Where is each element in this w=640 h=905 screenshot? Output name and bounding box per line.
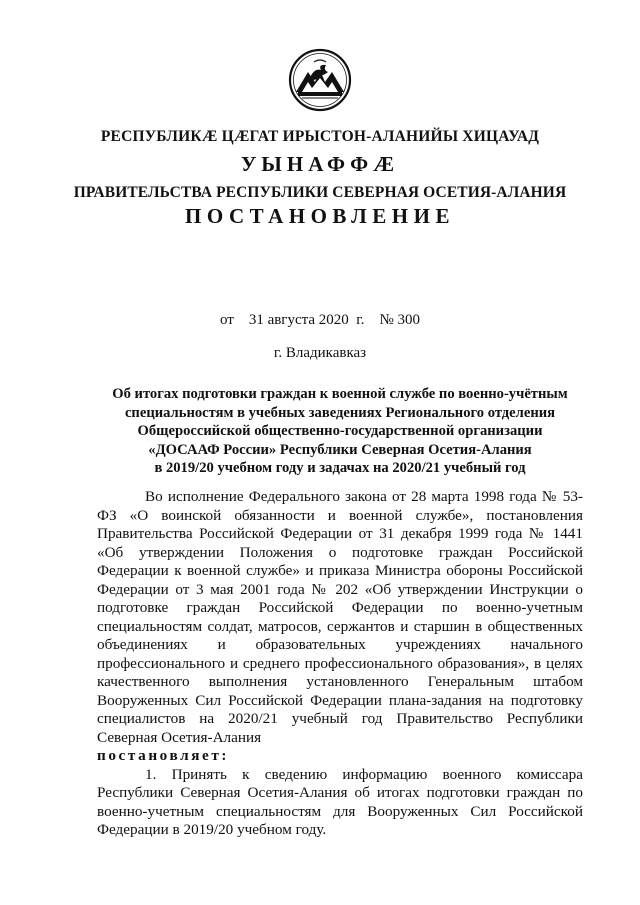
subject-line: Общероссийской общественно-государственной организации xyxy=(137,423,543,440)
subject-line: в 2019/20 учебном году и задачах на 2020/21 учебный год xyxy=(154,460,526,477)
document-city: г. Владикавказ xyxy=(273,345,367,361)
russian-organization-heading: ПРАВИТЕЛЬСТВА РЕСПУБЛИКИ СЕВЕРНАЯ ОСЕТИЯ-АЛАНИЯ xyxy=(73,184,567,201)
ossetian-organization-heading: РЕСПУБЛИКÆ ЦÆГАТ ИРЫСТОН-АЛАНИЙЫ ХИЦАУАД xyxy=(100,128,540,145)
preamble-paragraph: Во исполнение Федерального закона от 28 марта 1998 года № 53-ФЗ «О воинской обязанности и военной службе», постановления Правительства Российской Федерации от 31 декабря 1999 года № 1441 «Об утверждении Положения о подготовке граждан Российской Федерации к военной службе» и приказа Министра обороны Российской Федерации от 3 мая 2001 года № 202 «Об утверждении Инструкции о подготовке граждан Российской Федерации по военно-учетным специальностям солдат, матросов, сержантов и старшин в общественных объединениях и образовательных учреждениях начального профессионального и среднего профессионального образования», в целях качественного выполнения установленного Генеральным штабом Вооруженных Сил Российской Федерации плана-задания на подготовку специалистов на 2020/21 учебный год Правительство Республики Северная Осетия-Алания xyxy=(97,488,583,746)
ossetian-document-type: УЫНАФФÆ xyxy=(240,152,400,176)
document-subject xyxy=(100,385,580,478)
decree-word: постановляет: xyxy=(97,747,230,764)
document-date: 31 августа 2020 xyxy=(248,312,349,328)
date-prefix: от xyxy=(219,312,234,328)
document-date-line xyxy=(0,312,640,329)
date-suffix: г. xyxy=(356,312,365,328)
document-number: № 300 xyxy=(379,312,421,328)
document-body xyxy=(97,488,583,840)
coat-of-arms-emblem xyxy=(288,48,352,112)
russian-document-type: ПОСТАНОВЛЕНИЕ xyxy=(185,204,455,228)
subject-line: Об итогах подготовки граждан к военной службе по военно-учётным xyxy=(112,386,568,402)
item-1-paragraph: 1. Принять к сведению информацию военного комиссара Республики Северная Осетия-Алания об итогах подготовки граждан по военно-учетным специальностям для Вооруженных Сил Российской Федерации в 2019/20 учебном году. xyxy=(97,765,583,838)
subject-line: специальностям в учебных заведениях Регионального отделения xyxy=(124,404,556,421)
subject-line: «ДОСААФ России» Республики Северная Осетия-Алания xyxy=(148,441,532,458)
